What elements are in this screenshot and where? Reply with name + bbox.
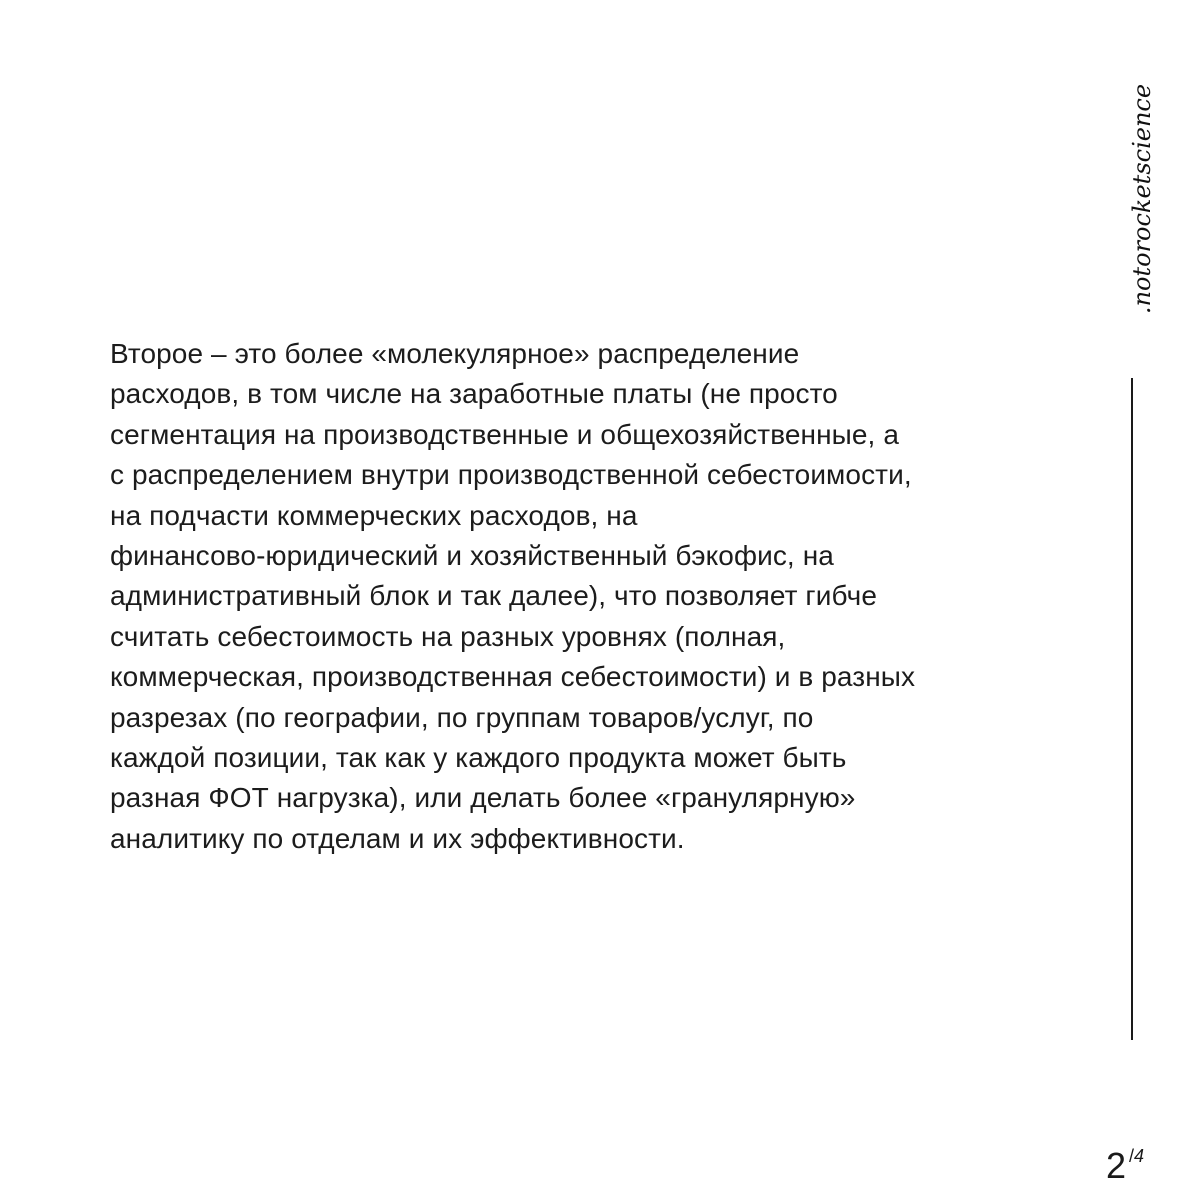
brand-text: .notorocketscience xyxy=(1128,83,1156,315)
body-line: сегментация на производственные и общехозяйственные, а xyxy=(110,418,899,450)
body-line: административный блок и так далее), что позволяет гибче xyxy=(110,580,878,612)
body-line: считать себестоимость на разных уровнях (полная, xyxy=(110,620,786,652)
body-line: разрезах (по географии, по группам товаров/услуг, по xyxy=(110,701,814,733)
body-line: финансово-юридический и хозяйственный бэкофис, на xyxy=(110,540,834,572)
body-line: разная ФОТ нагрузка), или делать более «гранулярную» xyxy=(110,782,856,814)
page-counter xyxy=(1106,1146,1176,1190)
page-total: 4 xyxy=(1134,1146,1145,1166)
body-line: коммерческая, производственная себестоимости) и в разных xyxy=(110,661,916,693)
page-separator: / xyxy=(1129,1146,1135,1166)
body-line: на подчасти коммерческих расходов, на xyxy=(110,499,638,531)
body-line: аналитику по отделам и их эффективности. xyxy=(110,822,685,854)
vertical-divider xyxy=(1131,378,1133,1040)
body-line: каждой позиции, так как у каждого продукта может быть xyxy=(110,742,847,774)
page-current: 2 xyxy=(1106,1145,1127,1186)
body-paragraph xyxy=(110,334,1070,859)
body-line: с распределением внутри производственной себестоимости, xyxy=(110,459,912,491)
body-line: Второе – это более «молекулярное» распределение xyxy=(110,338,800,369)
body-line: расходов, в том числе на заработные платы (не просто xyxy=(110,378,838,410)
